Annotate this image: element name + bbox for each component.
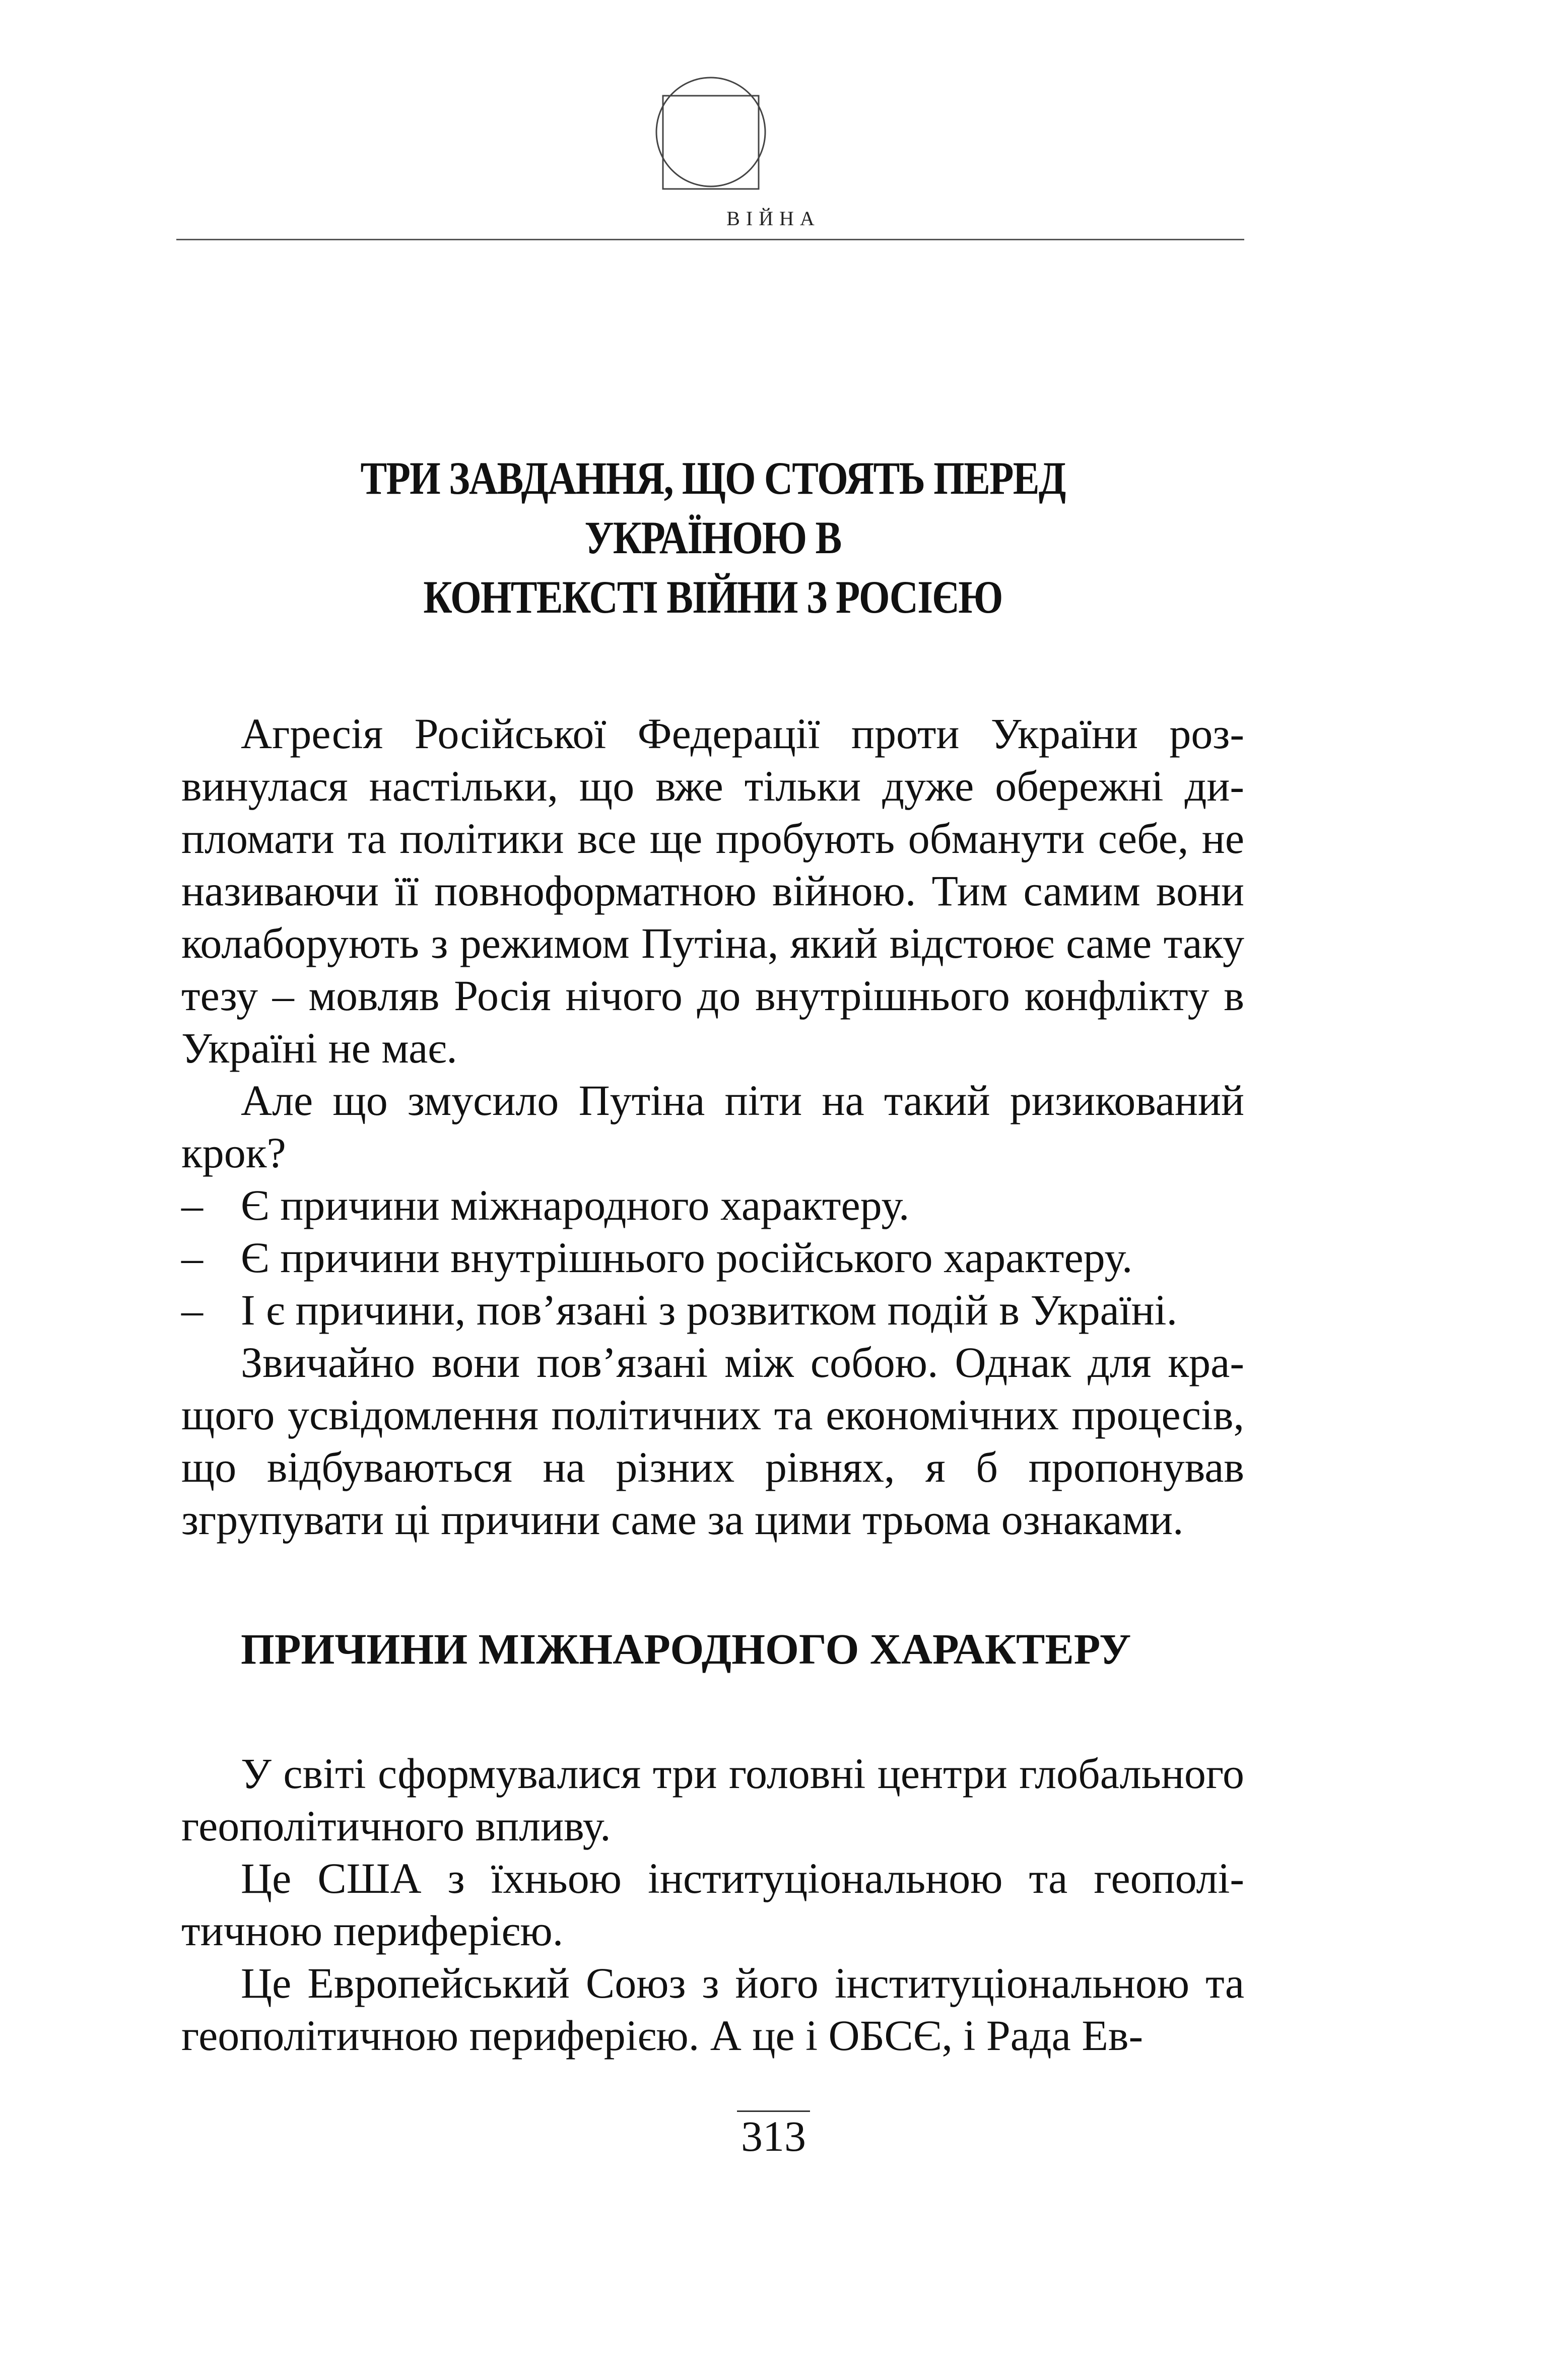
running-head: ВІЙНА	[726, 207, 821, 230]
page-content	[181, 448, 1244, 2062]
list-item-text: Є причини внутрішнього російського характеру.	[241, 1233, 1133, 1282]
body-paragraph: Це США з їхньою інституціональною та геополітичною периферією.	[181, 1854, 1244, 1955]
header-divider	[176, 239, 1244, 240]
list-dash: –	[181, 1286, 203, 1334]
page-number	[0, 2111, 1547, 2161]
list-item	[181, 1284, 1244, 1336]
list-item	[181, 1179, 1244, 1231]
chapter-title	[256, 448, 1170, 627]
list-item-text: І є причини, пов’язані з розвитком подій в Україні.	[241, 1286, 1178, 1334]
reasons-list	[181, 1179, 1244, 1336]
list-dash: –	[181, 1181, 203, 1229]
body-paragraph: Але що змусило Путіна піти на такий ризикований крок?	[181, 1076, 1244, 1177]
body-paragraph: Звичайно вони пов’язані між собою. Однак для кращого усвідомлення політичних та економічних процесів, що відбуваються на різних рівнях, я б пропонував згрупувати ці причини саме за цими трьома ознаками.	[181, 1338, 1244, 1544]
section-title: ПРИЧИНИ МІЖНАРОДНОГО ХАРАКТЕРУ	[241, 1625, 1131, 1673]
list-dash: –	[181, 1233, 203, 1282]
circle-square-emblem-icon	[653, 76, 769, 191]
chapter-title-line-2: КОНТЕКСТІ ВІЙНИ З РОСІЄЮ	[423, 571, 1002, 623]
page-header	[0, 0, 1547, 242]
body-paragraph: Агресія Російської Федерації проти України розвинулася настільки, що вже тільки дуже обережні дипломати та політики все ще пробують обманути себе, не називаючи її повноформатною війною. Тим самим вони колаборують з режимом Путіна, який відстоює саме таку тезу – мовляв Росія нічого до внутрішнього конфлікту в Україні не має.	[181, 709, 1244, 1072]
page-number-value: 313	[737, 2110, 810, 2160]
body-paragraph: У світі сформувалися три головні центри глобального геополітичного впливу.	[181, 1749, 1244, 1850]
chapter-title-line-1: ТРИ ЗАВДАННЯ, ЩО СТОЯТЬ ПЕРЕД УКРАЇНОЮ В	[360, 452, 1065, 563]
list-item-text: Є причини міжнародного характеру.	[241, 1181, 910, 1229]
list-item	[181, 1231, 1244, 1284]
body-paragraph: Це Европейський Союз з його інституціональною та геополітичною периферією. А це і ОБСЄ, і Рада Ев-	[181, 1959, 1244, 2060]
